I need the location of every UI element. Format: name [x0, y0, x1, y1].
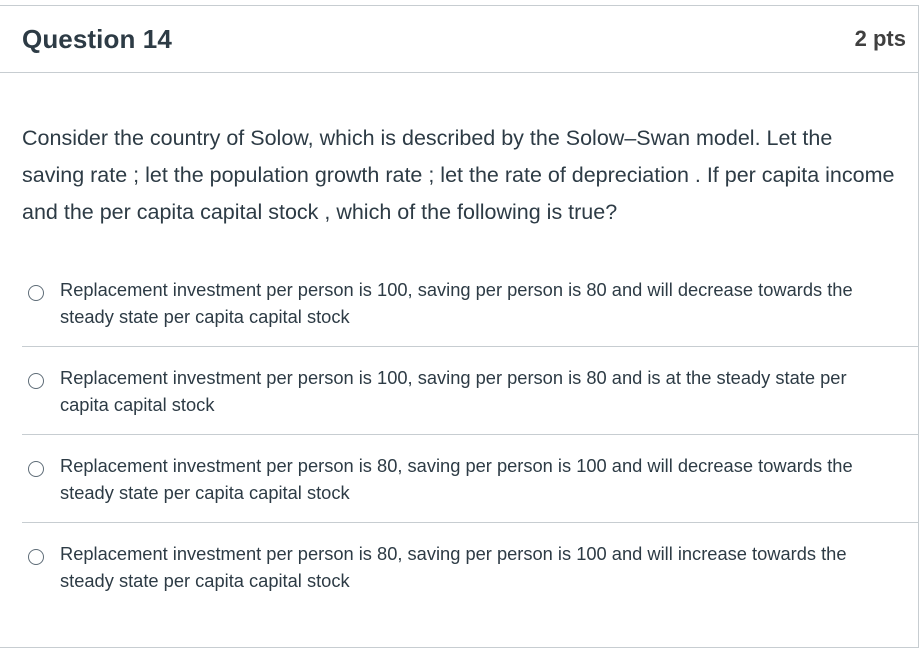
- answer-option-2[interactable]: [22, 347, 919, 435]
- question-text: Consider the country of Solow, which is described by the Solow–Swan model. Let the saving rate ; let the population growth rate ; let the rate of depreciation . If per capita income and the per capita capital stock , which of the following is true?: [22, 126, 895, 224]
- answer-label: Replacement investment per person is 100, saving per person is 80 and is at the steady state per capita capital stock: [60, 367, 847, 415]
- radio-button-icon[interactable]: [28, 373, 44, 389]
- question-title: Question 14: [22, 23, 172, 54]
- answer-label: Replacement investment per person is 80, saving per person is 100 and will increase towards the steady state per capita capital stock: [60, 543, 847, 591]
- question-points: 2 pts: [854, 26, 906, 51]
- answer-option-4[interactable]: [22, 523, 919, 611]
- answer-label: Replacement investment per person is 80, saving per person is 100 and will decrease towards the steady state per capita capital stock: [60, 455, 853, 503]
- question-header: [0, 6, 918, 73]
- answer-label: Replacement investment per person is 100, saving per person is 80 and will decrease towards the steady state per capita capital stock: [60, 279, 853, 327]
- answer-option-1[interactable]: [22, 259, 919, 347]
- question-body: [0, 73, 918, 231]
- answer-list: [22, 259, 919, 611]
- radio-button-icon[interactable]: [28, 461, 44, 477]
- radio-button-icon[interactable]: [28, 285, 44, 301]
- answer-option-3[interactable]: [22, 435, 919, 523]
- radio-button-icon[interactable]: [28, 549, 44, 565]
